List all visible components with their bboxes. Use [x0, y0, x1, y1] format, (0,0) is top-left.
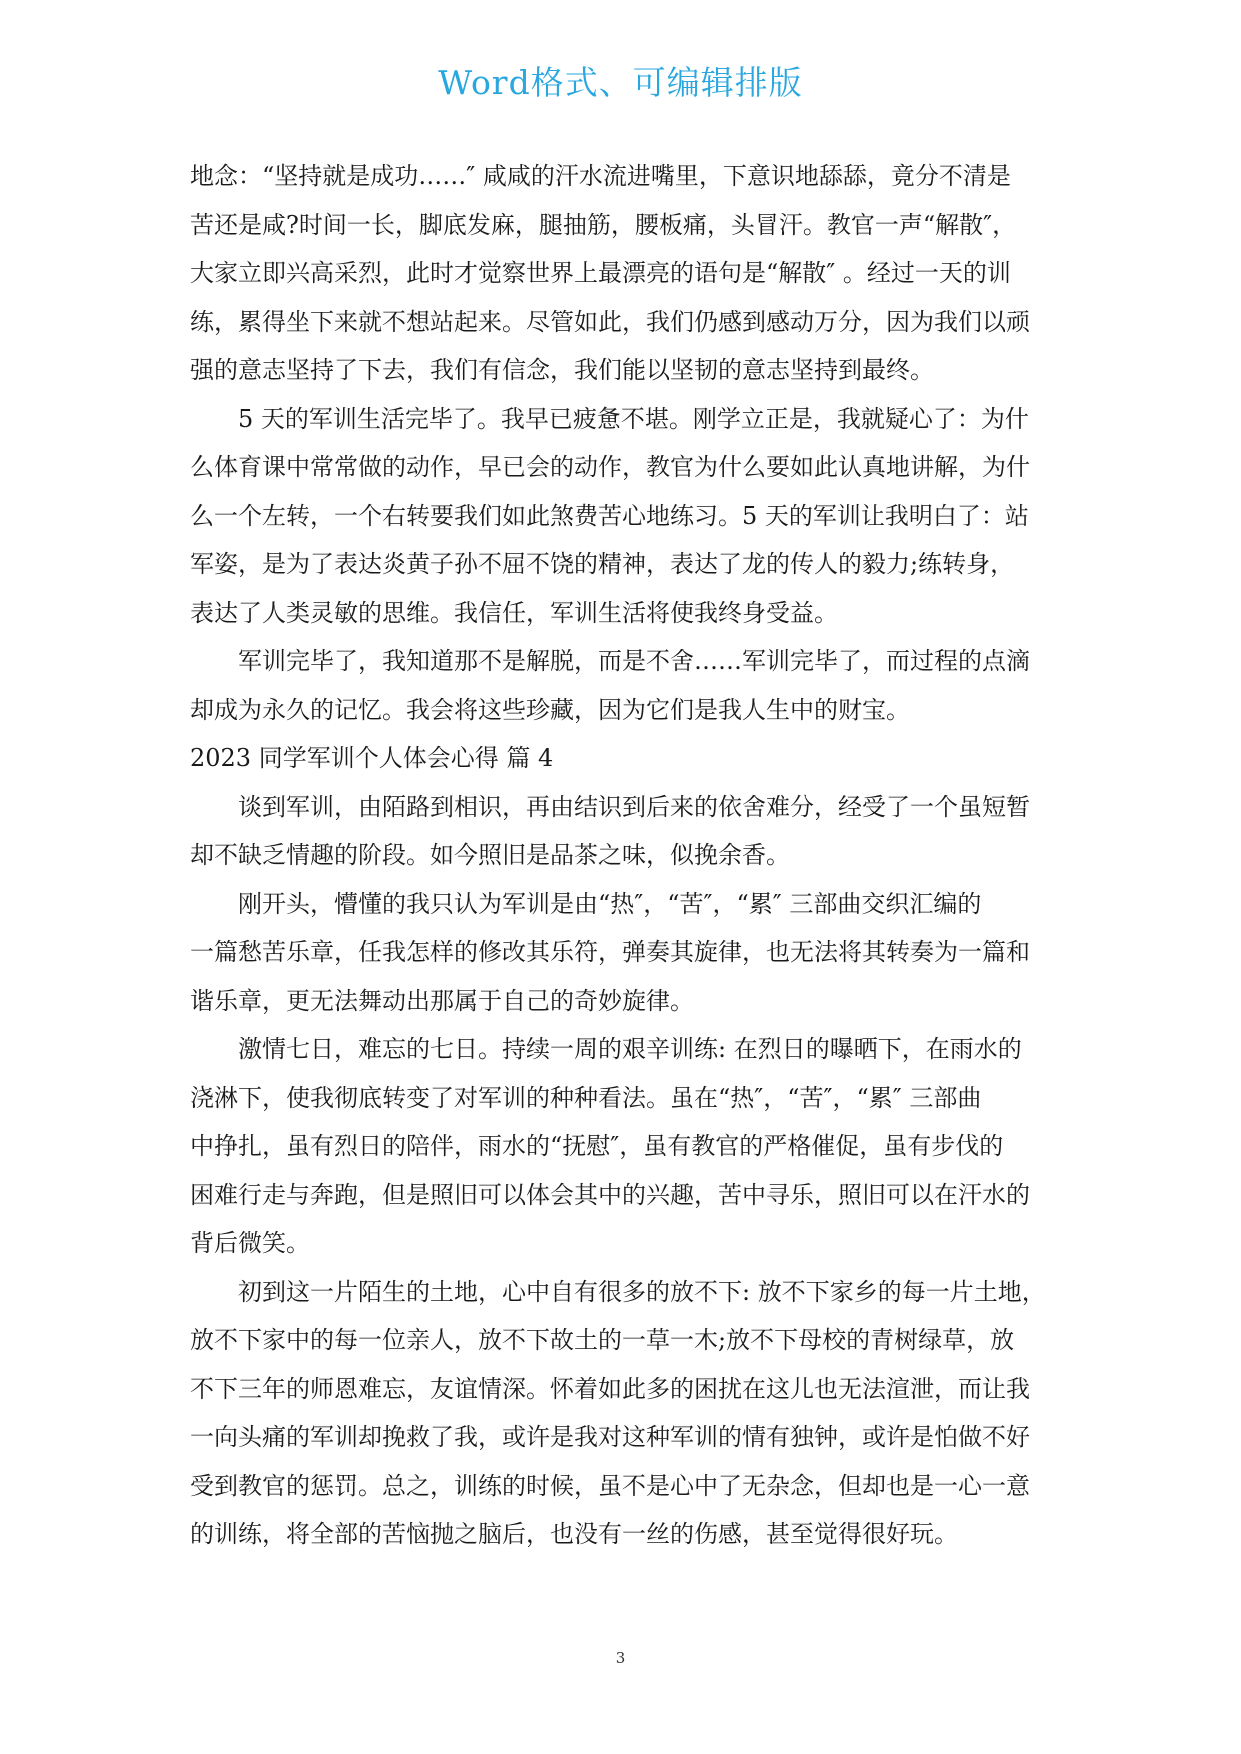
paragraph — [190, 395, 1058, 638]
paragraph — [190, 637, 1058, 734]
page-number: 3 — [615, 1649, 626, 1667]
text-line: 浇淋下，使我彻底转变了对军训的种种看法。虽在“热″，“苦″，“累″ 三部曲 — [190, 1083, 982, 1112]
paragraph — [190, 1268, 1058, 1559]
text-line: 一篇愁苦乐章，任我怎样的修改其乐符，弹奏其旋律，也无法将其转奏为一篇和 — [190, 938, 1030, 966]
text-line: 么一个左转，一个右转要我们如此煞费苦心地练习。5 天的军训让我明白了：站 — [190, 501, 1029, 530]
text-line: 却成为永久的记忆。我会将这些珍藏，因为它们是我人生中的财宝。 — [190, 695, 910, 724]
text-line: 却不缺乏情趣的阶段。如今照旧是品茶之味，似挽余香。 — [190, 841, 790, 869]
text-line: 谐乐章，更无法舞动出那属于自己的奇妙旋律。 — [190, 986, 694, 1015]
text-line: 谈到军训，由陌路到相识，再由结识到后来的依舍难分，经受了一个虽短暂 — [238, 792, 1030, 821]
paragraph — [190, 1025, 1058, 1268]
page-header-title: Word格式、可编辑排版 — [438, 63, 803, 102]
text-line: 军训完毕了，我知道那不是解脱，而是不舍……军训完毕了，而过程的点滴 — [238, 647, 1030, 675]
text-line: 受到教官的惩罚。总之，训练的时候，虽不是心中了无杂念，但却也是一心一意 — [190, 1471, 1030, 1500]
text-line: 练，累得坐下来就不想站起来。尽管如此，我们仍感到感动万分，因为我们以顽 — [190, 307, 1030, 336]
text-line: 刚开头，懵懂的我只认为军训是由“热″，“苦″，“累″ 三部曲交织汇编的 — [238, 889, 982, 918]
text-line: 的训练，将全部的苦恼抛之脑后，也没有一丝的伤感，甚至觉得很好玩。 — [190, 1520, 958, 1548]
text-line: 2023 同学军训个人体会心得 篇 4 — [190, 744, 554, 772]
text-line: 中挣扎，虽有烈日的陪伴，雨水的“抚慰″，虽有教官的严格催促，虽有步伐的 — [190, 1132, 1004, 1160]
text-line: 强的意志坚持了下去，我们有信念，我们能以坚韧的意志坚持到最终。 — [190, 356, 934, 384]
paragraph — [190, 152, 1058, 395]
paragraph — [190, 880, 1058, 1026]
text-line: 军姿，是为了表达炎黄子孙不屈不饶的精神，表达了龙的传人的毅力;练转身， — [190, 550, 1015, 578]
paragraph — [190, 783, 1058, 880]
text-line: 表达了人类灵敏的思维。我信任，军训生活将使我终身受益。 — [190, 598, 838, 627]
document-body — [190, 152, 1058, 1559]
text-line: 么体育课中常常做的动作，早已会的动作，教官为什么要如此认真地讲解，为什 — [190, 453, 1030, 481]
text-line: 5 天的军训生活完毕了。我早已疲惫不堪。刚学立正是，我就疑心了：为什 — [238, 404, 1029, 433]
text-line: 初到这一片陌生的土地，心中自有很多的放不下: 放不下家乡的每一片土地， — [238, 1277, 1046, 1306]
text-line: 不下三年的师恩难忘，友谊情深。怀着如此多的困扰在这儿也无法渲泄，而让我 — [190, 1374, 1030, 1403]
paragraph — [190, 734, 1058, 783]
text-line: 地念：“坚持就是成功……″ 咸咸的汗水流进嘴里，下意识地舔舔，竟分不清是 — [190, 162, 1011, 190]
text-line: 苦还是咸?时间一长，脚底发麻，腿抽筋，腰板痛，头冒汗。教官一声“解散″， — [190, 210, 1017, 239]
text-line: 背后微笑。 — [190, 1229, 310, 1257]
text-line: 放不下家中的每一位亲人，放不下故土的一草一木;放不下母校的青树绿草，放 — [190, 1326, 1015, 1354]
text-line: 大家立即兴高采烈，此时才觉察世界上最漂亮的语句是“解散″ 。经过一天的训 — [190, 259, 1011, 287]
text-line: 困难行走与奔跑，但是照旧可以体会其中的兴趣，苦中寻乐，照旧可以在汗水的 — [190, 1180, 1030, 1209]
text-line: 一向头痛的军训却挽救了我，或许是我对这种军训的情有独钟，或许是怕做不好 — [190, 1423, 1030, 1451]
text-line: 激情七日，难忘的七日。持续一周的艰辛训练: 在烈日的曝晒下，在雨水的 — [238, 1035, 1022, 1063]
